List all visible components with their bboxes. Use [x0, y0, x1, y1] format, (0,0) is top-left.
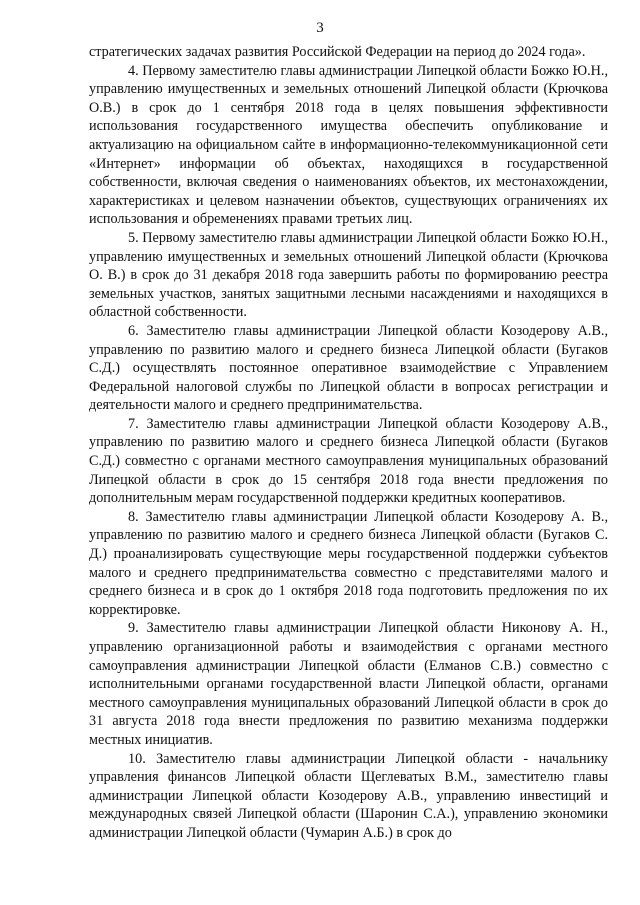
paragraph-item-5: 5. Первому заместителю главы администрации Липецкой области Божко Ю.Н., управлению имущественных и земельных отношений Липецкой области (Крючкова О. В.) в срок до 31 декабря 2018 года завершить работы по формированию реестра земельных участков, занятых защитными лесными насаждениями и находящихся в областной собственности.	[89, 229, 608, 321]
paragraph-item-10: 10. Заместителю главы администрации Липецкой области - начальнику управления финансов Липецкой области Щеглеватых В.М., заместителю главы администрации Липецкой области Козодерову А.В., управлению инвестиций и международных связей Липецкой области (Шаронин С.А.), управлению экономики администрации Липецкой области (Чумарин А.Б.) в срок до	[89, 750, 608, 841]
document-body	[89, 43, 608, 843]
paragraph-continuation: стратегических задачах развития Российской Федерации на период до 2024 года».	[89, 44, 586, 60]
paragraph-item-6: 6. Заместителю главы администрации Липецкой области Козодерову А.В., управлению по развитию малого и среднего бизнеса Липецкой области (Бугаков С.Д.) осуществлять постоянное оперативное взаимодействие с Управлением Федеральной налоговой службы по Липецкой области в вопросах регистрации и деятельности малого и среднего предпринимательства.	[89, 322, 608, 414]
paragraph-item-8: 8. Заместителю главы администрации Липецкой области Козодерову А. В., управлению по развитию малого и среднего бизнеса Липецкой области (Бугаков С. Д.) проанализировать существующие меры государственной поддержки субъектов малого и среднего предпринимательства совместно с представителями малого и среднего бизнеса и в срок до 1 октября 2018 года подготовить предложения по их корректировке.	[89, 508, 608, 618]
paragraph-item-4: 4. Первому заместителю главы администрации Липецкой области Божко Ю.Н., управлению имущественных и земельных отношений Липецкой области (Крючкова О.В.) в срок до 1 сентября 2018 года в целях повышения эффективности использования государственного имущества обеспечить опубликование и актуализацию на официальном сайте в информационно-телекоммуникационной сети «Интернет» информации об объектах, находящихся в государственной собственности, включая сведения о наименованиях объектов, их местонахождении, характеристиках и целевом назначении объектов, существующих ограничениях их использования и обременениях правами третьих лиц.	[89, 62, 608, 228]
paragraph-item-7: 7. Заместителю главы администрации Липецкой области Козодерову А.В., управлению по развитию малого и среднего бизнеса Липецкой области (Бугаков С.Д.) совместно с органами местного самоуправления муниципальных образований Липецкой области в срок до 15 сентября 2018 года внести предложения по дополнительным мерам государственной поддержки кредитных кооперативов.	[89, 415, 608, 507]
page-number: 3	[316, 20, 324, 36]
paragraph-item-9: 9. Заместителю главы администрации Липецкой области Никонову А. Н., управлению организационной работы и взаимодействия с органами местного самоуправления администрации Липецкой области (Елманов С.В.) совместно с исполнительными органами государственной власти Липецкой области, органами местного самоуправления муниципальных образований Липецкой области в срок до 31 августа 2018 года внести предложения по развитию механизма поддержки местных инициатив.	[89, 620, 608, 748]
